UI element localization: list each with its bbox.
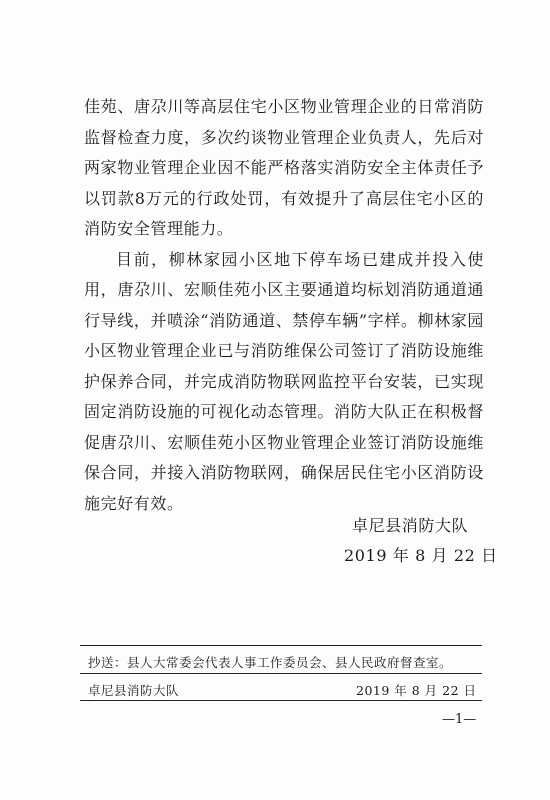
- signature-date: 2019 年 8 月 22 日: [344, 546, 498, 565]
- page-number: —1—: [442, 712, 477, 727]
- issue-date: 2019 年 8 月 22 日: [356, 683, 477, 698]
- footer-top-rule: [80, 645, 482, 646]
- document-body: [84, 92, 484, 519]
- signature-organization: 卓尼县消防大队: [352, 516, 469, 535]
- paragraph-continuation: 佳苑、唐尕川等高层住宅小区物业管理企业的日常消防监督检查力度，多次约谈物业管理企业负责人，先后对两家物业管理企业因不能严格落实消防安全主体责任予以罚款8万元的行政处罚，有效提升了高层住宅小区的消防安全管理能力。: [84, 97, 484, 238]
- issuer-name: 卓尼县消防大队: [88, 683, 180, 698]
- footer-middle-rule: [80, 673, 482, 674]
- paragraph-current-status: 目前，柳林家园小区地下停车场已建成并投入使用，唐尕川、宏顺佳苑小区主要通道均标划消防通道通行导线，并喷涂“消防通道、禁停车辆”字样。柳林家园小区物业管理企业已与消防维保公司签订了消防设施维护保养合同，并完成消防物联网监控平台安装，已实现固定消防设施的可视化动态管理。消防大队正在积极督促唐尕川、宏顺佳苑小区物业管理企业签订消防设施维保合同，并接入消防物联网，确保居民住宅小区消防设施完好有效。: [84, 249, 484, 513]
- footer-bottom-rule: [80, 700, 482, 701]
- cc-line: 抄送：县人大常委会代表人事工作委员会、县人民政府督查室。: [88, 655, 453, 670]
